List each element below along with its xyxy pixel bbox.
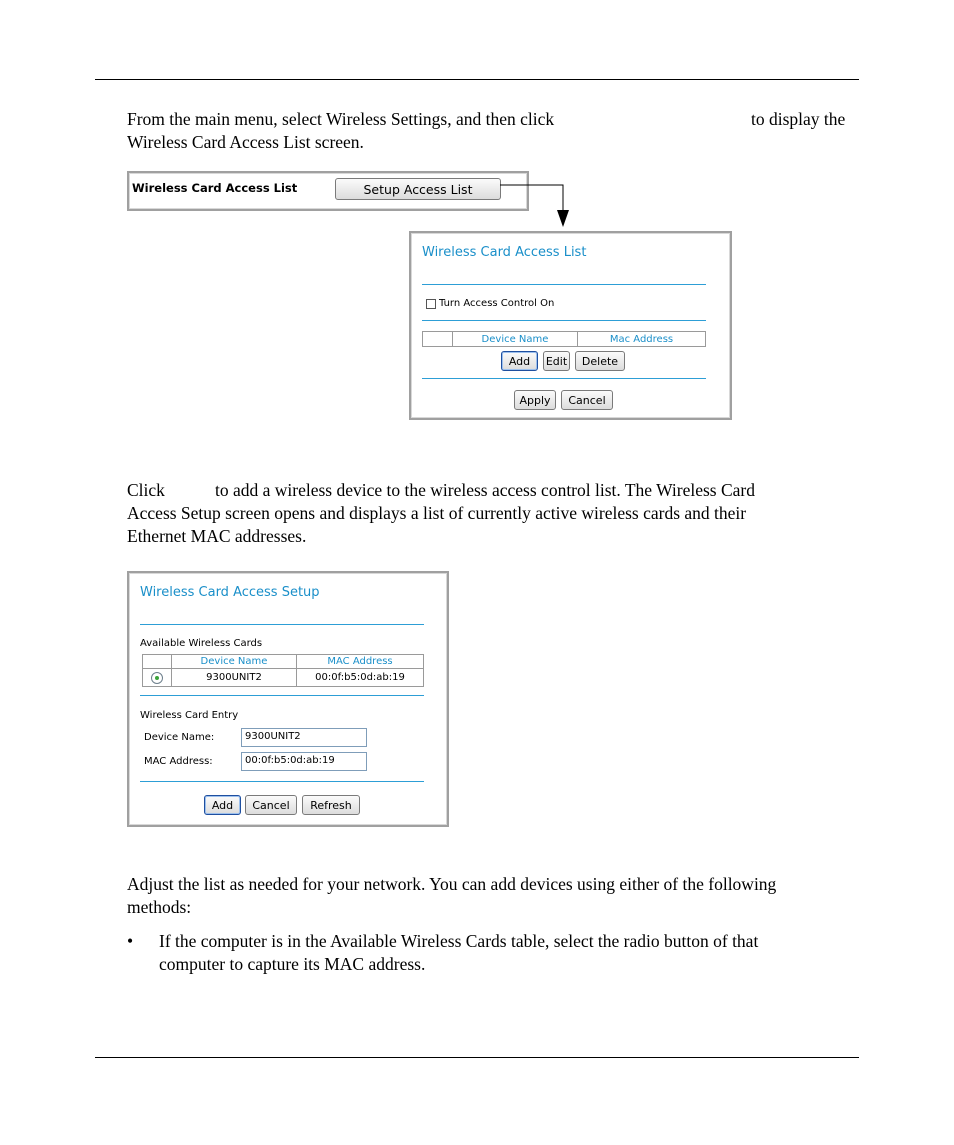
available-mac-col: MAC Address (296, 654, 424, 669)
setup-refresh-button[interactable]: Refresh (302, 795, 360, 815)
intro-line-1-end: to display the (751, 109, 846, 129)
cancel-button[interactable]: Cancel (561, 390, 613, 410)
access-control-checkbox[interactable] (426, 299, 436, 309)
access-setup-divider-1 (140, 624, 424, 625)
available-cards-heading: Available Wireless Cards (140, 638, 263, 649)
mac-address-input[interactable]: 00:0f:b5:0d:ab:19 (241, 752, 367, 771)
intro-line-2: Wireless Card Access List screen. (127, 132, 364, 152)
footer-rule (95, 1057, 859, 1058)
mac-address-label: MAC Address: (144, 756, 213, 767)
setup-strip-screenshot (127, 171, 529, 211)
callout-arrow (495, 170, 575, 234)
access-setup-window (127, 571, 449, 827)
access-list-divider-2 (422, 320, 706, 321)
access-list-divider-1 (422, 284, 706, 285)
step-line-3: Ethernet MAC addresses. (127, 526, 307, 546)
available-device-cell: 9300UNIT2 (171, 668, 297, 687)
delete-button[interactable]: Delete (575, 351, 625, 371)
device-name-input[interactable]: 9300UNIT2 (241, 728, 367, 747)
setup-cancel-button[interactable]: Cancel (245, 795, 297, 815)
strip-label: Wireless Card Access List (132, 181, 298, 195)
setup-add-button[interactable]: Add (204, 795, 241, 815)
access-list-divider-3 (422, 378, 706, 379)
device-radio-button[interactable] (151, 672, 163, 684)
available-mac-cell: 00:0f:b5:0d:ab:19 (296, 668, 424, 687)
adjust-line-2: methods: (127, 897, 192, 917)
card-entry-heading: Wireless Card Entry (140, 710, 239, 721)
access-list-window (409, 231, 732, 420)
access-list-mac-col: Mac Address (577, 331, 706, 347)
bullet-marker: • (127, 931, 134, 951)
access-list-device-col: Device Name (452, 331, 578, 347)
available-select-col (142, 654, 172, 669)
step-line-2: Access Setup screen opens and displays a list of currently active wireless cards and their (127, 503, 747, 523)
available-radio-cell (142, 668, 172, 687)
bullet-line-2: computer to capture its MAC address. (159, 954, 426, 974)
access-list-select-col (422, 331, 453, 347)
adjust-line-1: Adjust the list as needed for your network. You can add devices using either of the following (127, 874, 777, 894)
header-rule (95, 79, 859, 80)
bullet-line-1: If the computer is in the Available Wireless Cards table, select the radio button of that (159, 931, 759, 951)
available-device-col: Device Name (171, 654, 297, 669)
click-word: Click (127, 480, 165, 500)
access-list-title: Wireless Card Access List (422, 245, 587, 260)
setup-access-list-button[interactable]: Setup Access List (335, 178, 501, 200)
access-setup-divider-3 (140, 781, 424, 782)
step-line-1: to add a wireless device to the wireless access control list. The Wireless Card (215, 480, 756, 500)
access-setup-divider-2 (140, 695, 424, 696)
intro-line-1-start: From the main menu, select Wireless Settings, and then click (127, 109, 555, 129)
edit-button[interactable]: Edit (543, 351, 570, 371)
radio-selected-dot (155, 676, 159, 680)
device-name-label: Device Name: (144, 732, 215, 743)
access-control-label: Turn Access Control On (439, 298, 555, 309)
add-button[interactable]: Add (501, 351, 538, 371)
access-setup-title: Wireless Card Access Setup (140, 585, 320, 600)
apply-button[interactable]: Apply (514, 390, 556, 410)
